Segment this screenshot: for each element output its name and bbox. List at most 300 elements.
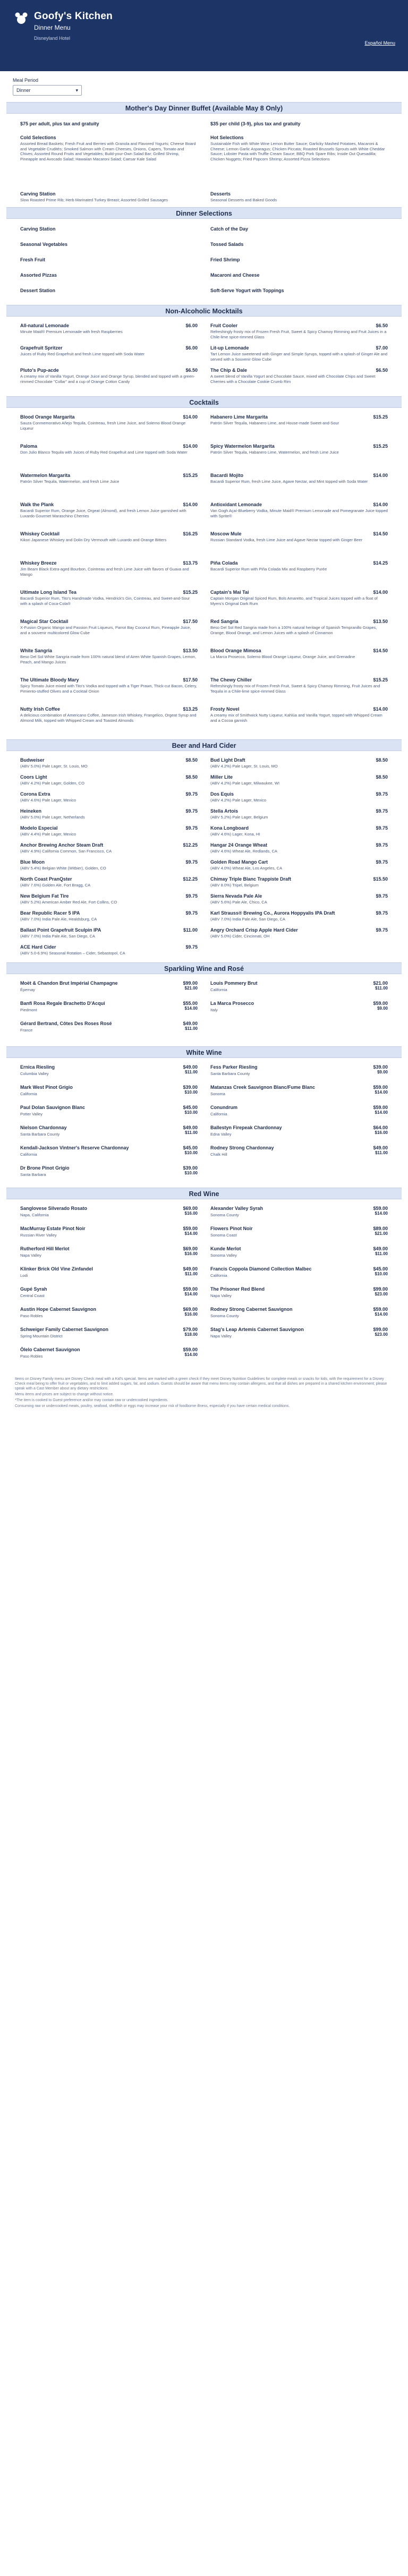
cocktails-item-price: $16.25	[183, 531, 198, 536]
cocktails-item-price: $14.50	[373, 648, 388, 653]
beer-item	[210, 791, 388, 808]
red-item-header	[210, 1307, 388, 1312]
red-item	[20, 1206, 198, 1226]
beer-item-price: $9.75	[376, 808, 388, 814]
beer-item	[20, 859, 198, 876]
red-item	[20, 1327, 198, 1347]
footer-line: Items on Disney Family menu are Disney Check meal with a Kid's special. Items are marked with a green check if they meet Disney Nutrition Guidelines for complete meals or snacks for kids, with the requirement for a Disney Check meal being to offer fruit or vegetables, and to limit added sugars, fat, and sodium. Guests should be aware that menu items may contain allergens, and that all dishes are prepared in a shared kitchen environment; please speak with a Cast Member about any dietary restrictions.	[15, 1377, 387, 1391]
beer-item-desc: (ABV 4.6%) Pale Lager, Mexico	[20, 798, 76, 803]
section-title-white: White Wine	[6, 1046, 402, 1058]
mocktails-body	[0, 317, 408, 396]
beer-item-price: $9.75	[185, 944, 198, 950]
cocktails-item-header	[20, 560, 198, 566]
cocktails-item-price: $14.50	[373, 531, 388, 536]
mocktails-item-price: $6.00	[185, 345, 198, 351]
cocktails-item-name: Whiskey Breeze	[20, 560, 57, 566]
cocktails-item-desc: Refreshingly frosty mix of Frozen Fresh Fruit, Sweet & Spicy Chamoy Rimming, Fruit Juices and Tequila in a Chile-lime spice-rimmed Glass	[210, 684, 380, 694]
red-item-region: Paso Robles	[20, 1354, 43, 1359]
cocktails-item	[20, 648, 198, 677]
red-item	[20, 1226, 198, 1246]
beer-item-name: Ballast Point Grapefruit Sculpin IPA	[20, 927, 101, 933]
red-item-header	[20, 1307, 198, 1312]
white-item-region: Santa Barbara County	[20, 1132, 60, 1137]
mocktails-item-name: Pluto's Pup-acde	[20, 368, 59, 373]
white-item	[210, 1125, 388, 1145]
dinner-body	[0, 219, 408, 305]
red-item-region: Sonoma County	[210, 1213, 239, 1217]
cocktails-item-header	[210, 414, 388, 420]
section-title-cocktails: Cocktails	[6, 396, 402, 408]
red-item-region: Central Coast	[20, 1293, 45, 1298]
cocktails-item	[210, 590, 388, 619]
beer-item	[20, 825, 198, 842]
beer-item-name: Miller Lite	[210, 774, 233, 780]
beer-item	[20, 944, 198, 961]
red-item-price: $69.00	[183, 1206, 198, 1211]
dinner-item: Seasonal Vegetables	[20, 242, 68, 247]
white-item-price: $59.00	[373, 1085, 388, 1090]
mocktails-item-header	[20, 368, 198, 373]
cocktails-item-price: $14.00	[183, 443, 198, 449]
cocktails-item	[210, 619, 388, 648]
red-item	[210, 1206, 388, 1226]
red-item-subline	[210, 1251, 388, 1258]
cocktails-item-price: $15.25	[373, 677, 388, 683]
white-item-glass-price: $11.00	[184, 1070, 198, 1074]
cocktails-item	[20, 590, 198, 619]
buffet-item-desc: Sustainable Fish with White Wine Lemon Butter Sauce; Garlicky Mashed Potatoes, Macaroni & Cheese; Lemon Garlic Asparagus; Chicken Piccata; Roasted Brussels Sprouts with White Cheddar Sauce; Lobster Pasta with Truffle Cream Sauce; BBQ Pork Spare Ribs; Inside Out Quesadilla; Chicken Nuggets; Fried Popcorn Shrimp; Assorted Pizza Selections	[210, 141, 385, 161]
cocktails-item	[210, 502, 388, 531]
red-item	[210, 1246, 388, 1266]
white-item-name: Rodney Strong Chardonnay	[210, 1145, 274, 1150]
sparkling-item-subline	[210, 986, 388, 992]
beer-item-name: North Coast PranQster	[20, 876, 72, 882]
red-item-glass-price: $23.00	[375, 1332, 388, 1337]
red-item-subline	[20, 1352, 198, 1359]
mocktails-item-name: Lit-up Lemonade	[210, 345, 249, 351]
red-item-header	[20, 1266, 198, 1272]
red-item-header	[210, 1266, 388, 1272]
sparkling-item-price: $49.00	[183, 1021, 198, 1026]
red-item-subline	[210, 1231, 388, 1238]
white-item-region: Potter Valley	[20, 1112, 42, 1116]
white-item	[210, 1064, 388, 1085]
cocktails-item-name: Whiskey Cocktail	[20, 531, 60, 536]
cocktails-item-desc: Patrón Silver Tequila, Watermelon, and fresh Lime Juice	[20, 479, 120, 484]
beer-items	[20, 757, 388, 961]
cocktails-item-desc: Beso Del Sol Red Sangria made from a 100% natural heritage of Spanish Tempranillo Grapes, Orange, Blood Orange, and Lemon Juices with a splash of Cinnamon	[210, 625, 377, 635]
mocktails-item-name: Fruit Cooler	[210, 323, 237, 328]
beer-item-price: $9.75	[376, 859, 388, 865]
beer-item-price: $9.75	[185, 791, 198, 797]
white-item-glass-price: $16.00	[375, 1130, 388, 1135]
red-item-price: $69.00	[183, 1246, 198, 1251]
chevron-down-icon: ▾	[75, 87, 78, 93]
red-item-region: Napa Valley	[210, 1334, 232, 1338]
white-item-region: Santa Barbara County	[210, 1071, 250, 1076]
white-item-name: Paul Dolan Sauvignon Blanc	[20, 1105, 86, 1110]
red-item-region: Sonoma Coast	[210, 1233, 237, 1238]
red-item-price: $49.00	[183, 1266, 198, 1272]
red-item-header	[210, 1246, 388, 1251]
cocktails-item-name: Frosty Novel	[210, 706, 240, 712]
beer-item	[20, 791, 198, 808]
footer-line: *The item is cooked to Guest preference and/or may contain raw or undercooked ingredients.	[15, 1398, 168, 1402]
cocktails-item-desc: La Marca Prosecco, Solerno Blood Orange Liqueur, Orange Juice, and Grenadine	[210, 654, 355, 659]
sparkling-item	[20, 1021, 198, 1041]
mocktails-item-name: All-natural Lemonade	[20, 323, 70, 328]
beer-body	[0, 751, 408, 962]
red-item-subline	[20, 1332, 198, 1338]
cocktails-item-header	[20, 531, 198, 536]
cocktails-items	[20, 414, 388, 736]
white-item	[20, 1165, 198, 1185]
white-item-header	[20, 1085, 198, 1090]
mocktails-item-header	[20, 345, 198, 351]
red-item	[210, 1226, 388, 1246]
buffet-item	[20, 135, 198, 186]
beer-item-name: Anchor Brewing Anchor Steam Draft	[20, 842, 104, 848]
red-item	[210, 1327, 388, 1347]
cocktails-item	[20, 706, 198, 736]
red-item-region: Napa Valley	[20, 1253, 41, 1258]
sparkling-item-header	[210, 1001, 388, 1006]
cocktails-item-price: $15.25	[183, 590, 198, 595]
beer-item-header	[20, 910, 198, 916]
mocktails-item	[210, 323, 388, 345]
cocktails-item-desc: Patrón Silver Tequila, Habanero Lime, and House-made Sweet-and-Sour	[210, 421, 339, 425]
cocktails-item-desc: Patrón Silver Tequila, Habanero Lime, Watermelon, and fresh Lime Juice	[210, 450, 339, 455]
red-item-name: Francis Coppola Diamond Collection Malbec	[210, 1266, 312, 1272]
white-item-subline	[210, 1070, 388, 1076]
sparkling-item-name: Louis Pommery Brut	[210, 980, 258, 986]
sparkling-item-glass-price: $21.00	[184, 986, 198, 991]
white-body	[0, 1058, 408, 1188]
cocktails-item-price: $14.00	[183, 502, 198, 507]
buffet-price: $75 per adult, plus tax and gratuity	[20, 121, 99, 126]
beer-item-price: $8.50	[376, 757, 388, 763]
beer-item-header	[20, 944, 198, 950]
cocktails-item-name: Moscow Mule	[210, 531, 242, 536]
beer-item-price: $15.50	[373, 876, 388, 882]
red-item	[210, 1266, 388, 1286]
mocktails-item-desc: Refreshingly frosty mix of Frozen Fresh Fruit, Sweet & Spicy Chamoy Rimming and Fruit Juices in a Chile-lime spice-rimmed Glass	[210, 329, 387, 339]
cocktails-item	[20, 414, 198, 443]
mocktails-item-price: $6.50	[376, 323, 388, 328]
red-item-price: $99.00	[373, 1327, 388, 1332]
cocktails-item-header	[210, 619, 388, 624]
cocktails-item-desc: Russian Standard Vodka, fresh Lime Juice and Agave Nectar topped with Ginger Beer	[210, 538, 362, 542]
meal-period-select[interactable]	[13, 85, 82, 96]
red-item-header	[20, 1246, 198, 1251]
section-title-mocktails: Non-Alcoholic Mocktails	[6, 305, 402, 317]
beer-item-header	[210, 893, 388, 899]
red-item-price: $79.00	[183, 1327, 198, 1332]
white-item-name: Ballestyn Firepeak Chardonnay	[210, 1125, 282, 1130]
red-item-header	[210, 1286, 388, 1292]
cocktails-item-name: Piña Colada	[210, 560, 238, 566]
cocktails-item-name: White Sangria	[20, 648, 53, 653]
footer-disclaimer	[0, 1368, 408, 1409]
white-item-subline	[210, 1110, 388, 1116]
mocktails-item-desc: A creamy mix of Vanilla Yogurt, Orange Juice and Orange Syrup, blended and topped with a green-rimmed Chocolate "Collar" and a cup of Orange Cotton Candy	[20, 374, 195, 384]
cocktails-item	[210, 648, 388, 677]
sparkling-item-subline	[20, 1006, 198, 1012]
cocktails-item-name: The Chewy Chiller	[210, 677, 252, 683]
beer-item-desc: (ABV 5.0-6.9%) Seasonal Rotation – Cider, Sebastopol, CA	[20, 951, 125, 956]
cocktails-item-header	[210, 560, 388, 566]
red-item	[210, 1307, 388, 1327]
mocktails-item-price: $6.50	[185, 368, 198, 373]
cocktails-item-name: Habanero Lime Margarita	[210, 414, 268, 420]
white-item-region: California	[20, 1091, 37, 1096]
buffet-price: $35 per child (3-9), plus tax and gratuity	[210, 121, 301, 126]
beer-item-price: $9.75	[185, 910, 198, 916]
cocktails-item-desc: A creamy mix of Smithwick Nutty Liqueur, Kahlúa and Vanilla Yogurt, topped with Whipped Cream and a Cocoa garnish	[210, 713, 382, 723]
site-header	[0, 0, 408, 71]
red-item	[210, 1286, 388, 1307]
beer-item	[210, 927, 388, 944]
white-item-region: Sonoma	[210, 1091, 225, 1096]
spanish-menu-link[interactable]: Español Menu	[364, 40, 395, 46]
white-item-region: Chalk Hill	[210, 1152, 227, 1157]
beer-item-desc: (ABV 8.0%) Tripel, Belgium	[210, 883, 259, 888]
sparkling-item-region: Épernay	[20, 987, 35, 992]
cocktails-item-header	[20, 590, 198, 595]
beer-item-name: ACE Hard Cider	[20, 944, 56, 950]
sparkling-item-glass-price: $9.00	[377, 1006, 388, 1011]
cocktails-item	[20, 502, 198, 531]
buffet-item	[210, 135, 388, 186]
buffet-item-name: Cold Selections	[20, 135, 56, 140]
beer-item-header	[210, 791, 388, 797]
beer-item	[210, 757, 388, 774]
beer-item-price: $9.75	[376, 791, 388, 797]
beer-item-header	[210, 825, 388, 831]
beer-item-header	[210, 859, 388, 865]
beer-item-header	[20, 842, 198, 848]
dinner-item: Fresh Fruit	[20, 257, 46, 262]
red-item-glass-price: $10.00	[375, 1272, 388, 1276]
red-item-region: Napa Valley	[210, 1293, 232, 1298]
beer-item-name: Modelo Especial	[20, 825, 58, 831]
white-item-header	[210, 1064, 388, 1070]
cocktails-item-desc: Bacardi Superior Rum, Orange Juice, Orgeat (Almond), and fresh Lemon Juice garnished with Luxardo Gourmet Maraschino Cherries	[20, 508, 186, 518]
beer-item-desc: (ABV 4.9%) California Common, San Francisco, CA	[20, 849, 112, 854]
white-item-region: California	[20, 1152, 37, 1157]
sparkling-item	[20, 1001, 198, 1021]
beer-item-header	[210, 757, 388, 763]
beer-item-name: Karl Strauss® Brewing Co., Aurora Hoppyalis IPA Draft	[210, 910, 335, 916]
beer-item-desc: (ABV 7.0%) India Pale Ale, Healdsburg, CA	[20, 917, 97, 922]
cocktails-item-name: Blood Orange Mimosa	[210, 648, 261, 653]
cocktails-item-name: Blood Orange Margarita	[20, 414, 75, 420]
sparkling-item-name: La Marca Prosecco	[210, 1001, 254, 1006]
beer-item-price: $8.50	[376, 774, 388, 780]
red-item-glass-price: $14.00	[184, 1231, 198, 1236]
cocktails-item-name: Bacardi Mojito	[210, 473, 244, 478]
buffet-body	[0, 114, 408, 207]
sparkling-item-region: France	[20, 1028, 33, 1033]
white-item-header	[20, 1145, 198, 1150]
white-item-glass-price: $9.00	[377, 1070, 388, 1074]
cocktails-item-name: Magical Star Cocktail	[20, 619, 69, 624]
beer-item-name: Blue Moon	[20, 859, 45, 865]
sparkling-item-header	[210, 980, 388, 986]
dinner-item: Tossed Salads	[210, 242, 244, 247]
red-item-subline	[20, 1292, 198, 1298]
cocktails-item-header	[20, 677, 198, 683]
red-item-header	[20, 1206, 198, 1211]
beer-item-name: Budweiser	[20, 757, 45, 763]
beer-item-desc: (ABV 5.0%) Pale Lager, Netherlands	[20, 815, 85, 820]
white-item-header	[210, 1145, 388, 1150]
beer-item-header	[210, 842, 388, 848]
beer-item	[20, 927, 198, 944]
sparkling-item-region: Italy	[210, 1008, 218, 1012]
red-item-price: $59.00	[373, 1206, 388, 1211]
sparkling-item-header	[20, 1021, 198, 1026]
cocktails-item	[20, 619, 198, 648]
white-item-subline	[210, 1090, 388, 1096]
red-item-glass-price: $16.00	[184, 1251, 198, 1256]
sparkling-item	[210, 1001, 388, 1021]
beer-item-desc: (ABV 5.6%) Pale Ale, Chico, CA	[210, 900, 267, 905]
red-item-header	[20, 1327, 198, 1332]
cocktails-item-header	[20, 706, 198, 712]
beer-item-name: Corona Extra	[20, 791, 50, 797]
white-item-name: Mark West Pinot Grigio	[20, 1085, 73, 1090]
red-item	[20, 1347, 198, 1367]
white-item-header	[20, 1125, 198, 1130]
beer-item-header	[20, 757, 198, 763]
beer-item-desc: (ABV 4.2%) Pale Lager, Mexico	[210, 798, 267, 803]
cocktails-item-price: $17.50	[183, 619, 198, 624]
red-item-header	[20, 1347, 198, 1352]
white-item-price: $39.00	[183, 1085, 198, 1090]
white-item-region: California	[210, 1112, 227, 1116]
red-item-subline	[20, 1272, 198, 1278]
beer-item-desc: (ABV 7.0%) India Pale Ale, San Diego, CA	[210, 917, 285, 922]
cocktails-item-name: Captain's Mai Tai	[210, 590, 249, 595]
white-item	[20, 1064, 198, 1085]
beer-item	[210, 774, 388, 791]
buffet-item-name: Desserts	[210, 191, 231, 197]
beer-item-price: $9.75	[376, 927, 388, 933]
white-item-glass-price: $10.00	[184, 1110, 198, 1115]
red-item-price: $59.00	[183, 1226, 198, 1231]
beer-item	[20, 808, 198, 825]
cocktails-item-name: Ultimate Long Island Tea	[20, 590, 76, 595]
red-item-price: $49.00	[373, 1246, 388, 1251]
mocktails-item-desc: Minute Maid® Premium Lemonade with fresh Raspberries	[20, 329, 123, 334]
red-item-price: $89.00	[373, 1226, 388, 1231]
red-item-glass-price: $16.00	[184, 1312, 198, 1317]
cocktails-item	[20, 677, 198, 706]
red-item-name: Alexander Valley Syrah	[210, 1206, 264, 1211]
cocktails-item-price: $14.00	[373, 502, 388, 507]
white-item-subline	[20, 1090, 198, 1096]
red-item-region: Spring Mountain District	[20, 1334, 63, 1338]
red-item-glass-price: $21.00	[375, 1231, 388, 1236]
red-item	[20, 1246, 198, 1266]
red-item-name: Flowers Pinot Noir	[210, 1226, 253, 1231]
mocktails-item	[20, 345, 198, 368]
red-item-region: Sonoma County	[210, 1313, 239, 1318]
menu-subtitle: Dinner Menu	[34, 24, 71, 31]
white-item-price: $39.00	[373, 1064, 388, 1070]
dinner-item: Carving Station	[20, 226, 56, 232]
mocktails-item	[210, 345, 388, 368]
beer-item	[20, 910, 198, 927]
red-item-subline	[20, 1251, 198, 1258]
mocktails-item	[20, 323, 198, 345]
red-item-header	[210, 1206, 388, 1211]
mocktails-item-price: $6.50	[376, 368, 388, 373]
meal-period-label: Meal Period	[13, 78, 39, 83]
beer-item	[20, 757, 198, 774]
white-item-subline	[20, 1150, 198, 1157]
beer-item-price: $9.75	[185, 859, 198, 865]
sparkling-item-name: Moët & Chandon Brut Impérial Champagne	[20, 980, 118, 986]
white-item-region: Edna Valley	[210, 1132, 232, 1137]
cocktails-item-name: Nutty Irish Coffee	[20, 706, 61, 712]
dinner-item: Fried Shrimp	[210, 257, 240, 262]
red-item-price: $99.00	[373, 1286, 388, 1292]
red-item-subline	[20, 1312, 198, 1318]
beer-item-desc: (ABV 7.6%) Golden Ale, Fort Bragg, CA	[20, 883, 91, 888]
cocktails-item-header	[20, 473, 198, 478]
cocktails-item-price: $14.00	[183, 414, 198, 420]
white-item-price: $64.00	[373, 1125, 388, 1130]
sparkling-item-price: $21.00	[373, 980, 388, 986]
sparkling-item-region: California	[210, 987, 227, 992]
white-item-name: Fess Parker Riesling	[210, 1064, 258, 1070]
buffet-item-name: Hot Selections	[210, 135, 244, 140]
red-item-name: Ôlelo Cabernet Sauvignon	[20, 1347, 80, 1352]
dinner-item: Soft-Serve Yogurt with Toppings	[210, 288, 284, 293]
red-item-subline	[20, 1231, 198, 1238]
red-item	[20, 1266, 198, 1286]
red-item-glass-price: $14.00	[184, 1292, 198, 1296]
cocktails-item	[20, 531, 198, 560]
white-item-glass-price: $10.00	[184, 1171, 198, 1175]
white-items	[20, 1064, 388, 1185]
cocktails-item-desc: Don Julio Blanco Tequila with Juices of Ruby Red Grapefruit and Lime topped with Soda Water	[20, 450, 188, 455]
cocktails-item-header	[20, 502, 198, 507]
buffet-item	[20, 191, 198, 207]
red-item-name: Austin Hope Cabernet Sauvignon	[20, 1307, 97, 1312]
buffet-item-desc: Assorted Bread Baskets; Fresh Fruit and Berries with Granola and Flavored Yogurts; Cheese Board and Vegetable Crudités; Smoked Salmon with Cream Cheeses, Onions, Capers, Tomato and Chives; Assorted Round Fruits and Vegetables; Build-your-Own Salad Bar; Grilled Shrimp, Pineapple and Avocado Salad; Hawaiian Macaroni Salad; Caesar Kale Salad	[20, 141, 196, 161]
cocktails-item-header	[20, 414, 198, 420]
section-title-sparkling: Sparkling Wine and Rosé	[6, 962, 402, 974]
red-item-region: Lodi	[20, 1273, 28, 1278]
beer-item-desc: (ABV 4.2%) Pale Lager, St. Louis, MO	[210, 764, 278, 769]
white-item-price: $49.00	[183, 1064, 198, 1070]
section-title-red: Red Wine	[6, 1188, 402, 1199]
sparkling-item	[20, 980, 198, 1001]
white-item-price: $45.00	[183, 1105, 198, 1110]
cocktails-item-name: Spicy Watermelon Margarita	[210, 443, 275, 449]
mocktails-item-name: Grapefruit Spritzer	[20, 345, 63, 351]
red-item-glass-price: $23.00	[375, 1292, 388, 1296]
cocktails-item-desc: Kikori Japanese Whiskey and Dolin Dry Vermouth with Luxardo and Orange Bitters	[20, 538, 167, 542]
buffet-items	[20, 135, 388, 207]
beer-item-header	[210, 910, 388, 916]
beer-item-header	[20, 876, 198, 882]
buffet-item-desc: Seasonal Desserts and Baked Goods	[210, 198, 277, 202]
mocktails-item	[210, 368, 388, 390]
